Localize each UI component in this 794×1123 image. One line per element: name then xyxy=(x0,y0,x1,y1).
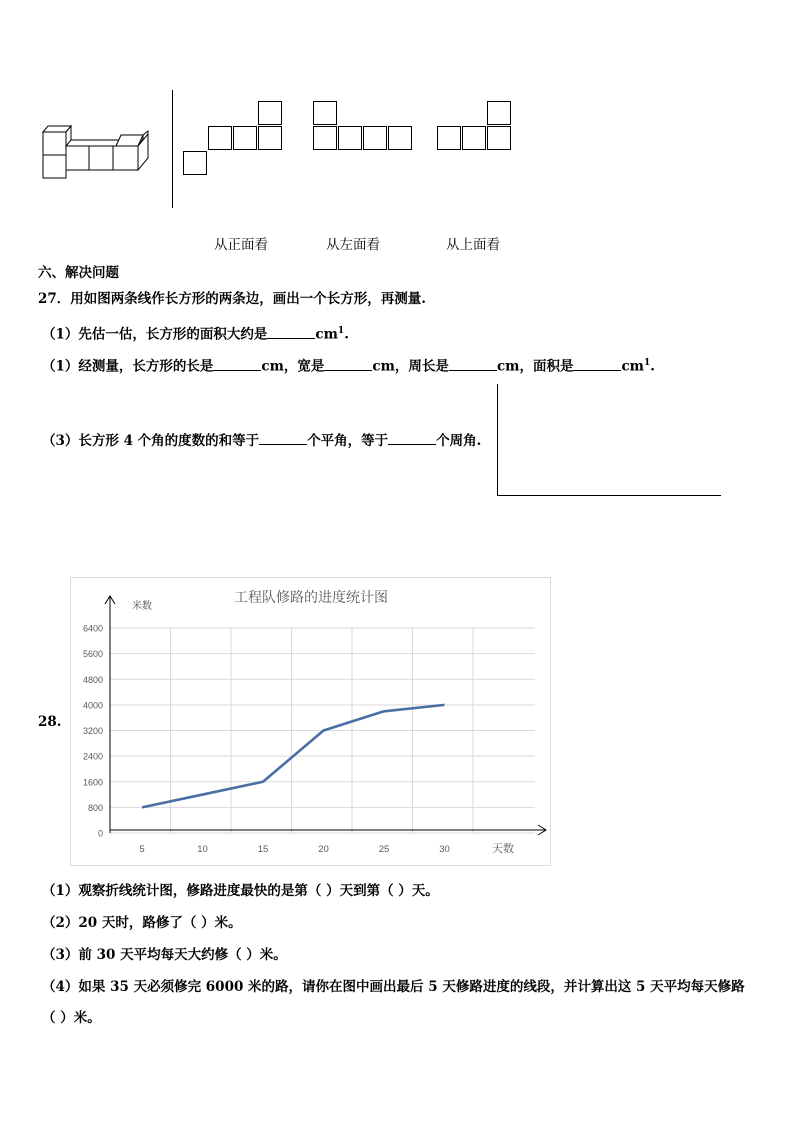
section-heading: 六、解决问题 xyxy=(38,265,119,281)
q27-title: 27．用如图两条线作长方形的两条边，画出一个长方形，再测量. xyxy=(38,291,426,307)
x-tick-label: 25 xyxy=(378,844,390,855)
chart-title: 工程队修路的进度统计图 xyxy=(234,589,388,605)
line-chart xyxy=(70,577,551,866)
q28-sub3: （3）前 30 天平均每天大约修（ ）米。 xyxy=(42,947,287,963)
cube-stack-figure xyxy=(38,122,156,180)
q28-number: 28. xyxy=(38,714,62,730)
answer-blank[interactable] xyxy=(267,326,315,339)
rectangle-side-horizontal xyxy=(497,495,721,496)
q27-part2: （1）经测量，长方形的长是 cm，宽是 cm，周长是 cm，面积是 $cm^1$. xyxy=(42,358,655,375)
answer-blank[interactable] xyxy=(449,358,497,371)
x-tick-label: 10 xyxy=(197,844,208,855)
q28-sub2: （2）20 天时，路修了（ ）米。 xyxy=(42,915,242,931)
x-tick-label: 20 xyxy=(318,844,329,855)
y-tick-label: 6400 xyxy=(82,623,103,634)
answer-blank[interactable] xyxy=(259,432,307,445)
y-axis-label: 米数 xyxy=(132,601,152,612)
y-tick-label: 4000 xyxy=(82,700,103,711)
answer-blank[interactable] xyxy=(388,432,436,445)
y-tick-label: 5600 xyxy=(82,649,103,660)
answer-blank[interactable] xyxy=(573,358,621,371)
rectangle-side-vertical xyxy=(497,384,498,496)
y-tick-label: 800 xyxy=(87,802,103,813)
front-view-label: 从正面看 xyxy=(214,237,268,253)
answer-blank[interactable] xyxy=(324,358,372,371)
y-tick-label: 4800 xyxy=(82,674,103,685)
answer-blank[interactable] xyxy=(213,358,261,371)
left-view-label: 从左面看 xyxy=(326,237,380,253)
y-tick-label: 0 xyxy=(97,828,103,839)
x-tick-label: 5 xyxy=(139,844,145,855)
y-tick-label: 2400 xyxy=(82,751,103,762)
y-tick-label: 3200 xyxy=(82,726,103,736)
y-tick-label: 1600 xyxy=(82,777,103,788)
q27-part3: （3）长方形 4 个角的度数的和等于 个平角，等于 个周角. xyxy=(42,433,482,449)
x-axis-label: 天数 xyxy=(492,843,514,855)
x-tick-label: 15 xyxy=(257,844,269,855)
q28-sub1: （1）观察折线统计图，修路进度最快的是第（ ）天到第（ ）天。 xyxy=(42,883,439,899)
divider-line xyxy=(172,90,173,208)
q28-sub4-line1: （4）如果 35 天必须修完 6000 米的路，请你在图中画出最后 5 天修路进度的线段，并计算出这 5 天平均每天修路 xyxy=(42,979,745,995)
q27-part1: （1）先估一估，长方形的面积大约是 $cm^1$. xyxy=(42,326,349,343)
q28-sub4-line2: （ ）米。 xyxy=(42,1010,101,1026)
top-view-label: 从上面看 xyxy=(446,237,500,253)
x-tick-label: 30 xyxy=(439,844,450,855)
